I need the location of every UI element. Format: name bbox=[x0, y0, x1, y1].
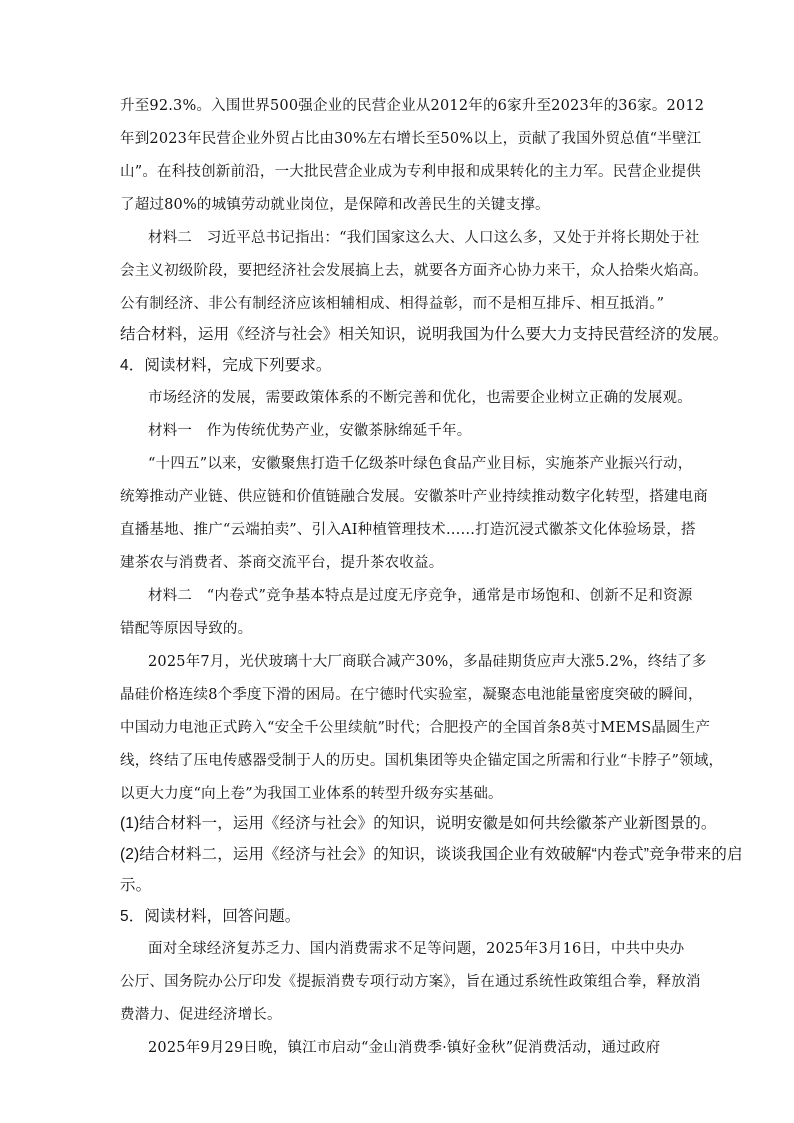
question-prompt: (2)结合材料二，运用《经济与社会》的知识，谈谈我国企业有效破解“内卷式”竞争带来的启 bbox=[120, 846, 743, 863]
text-line: 公有制经济、非公有制经济应该相辅相成、相得益彰，而不是相互排斥、相互抵消。” bbox=[120, 296, 665, 312]
text-line: 费潜力、促进经济增长。 bbox=[120, 1007, 282, 1023]
question-heading: 5．阅读材料，回答问题。 bbox=[120, 908, 301, 925]
text-line: 2025年7月，光伏玻璃十大厂商联合减产30%，多晶硅期货应声大涨5.2%，终结了多 bbox=[148, 654, 707, 670]
text-line: 材料二 习近平总书记指出：“我们国家这么大、人口这么多，又处于并将长期处于社 bbox=[148, 230, 700, 246]
text-line: 升至92.3%。入围世界500强企业的民营企业从2012年的6家升至2023年的36家。2012 bbox=[120, 98, 705, 114]
text-line: 统筹推动产业链、供应链和价值链融合发展。安徽茶叶产业持续推动数字化转型，搭建电商 bbox=[120, 489, 708, 505]
text-line: 错配等原因导致的。 bbox=[120, 621, 253, 637]
question-prompt: (1)结合材料一，运用《经济与社会》的知识，说明安徽是如何共绘徽茶产业新图景的。 bbox=[120, 815, 717, 832]
text-line: 市场经济的发展，需要政策体系的不断完善和优化，也需要企业树立正确的发展观。 bbox=[148, 390, 692, 406]
text-line: 山”。在科技创新前沿，一大批民营企业成为专利申报和成果转化的主力军。民营企业提供 bbox=[120, 164, 701, 180]
text-line: 材料二 “内卷式”竞争基本特点是过度无序竞争，通常是市场饱和、创新不足和资源 bbox=[148, 588, 693, 604]
text-line: 中国动力电池正式跨入“安全千公里续航”时代；合肥投产的全国首条8英寸MEMS晶圆生产 bbox=[120, 720, 711, 736]
text-line: 线，终结了压电传感器受制于人的历史。国机集团等央企锚定国之所需和行业“卡脖子”领域， bbox=[120, 753, 724, 769]
text-line: 公厅、国务院办公厅印发《提振消费专项行动方案》，旨在通过系统性政策组合拳，释放消 bbox=[120, 974, 701, 990]
text-line: 面对全球经济复苏乏力、国内消费需求不足等问题，2025年3月16日，中共中央办 bbox=[148, 941, 685, 957]
text-line: 会主义初级阶段，要把经济社会发展搞上去，就要各方面齐心协力来干，众人拾柴火焰高。 bbox=[120, 263, 708, 279]
text-line: 材料一 作为传统优势产业，安徽茶脉绵延千年。 bbox=[148, 423, 472, 439]
text-line: “十四五”以来，安徽聚焦打造千亿级茶叶绿色食品产业目标，实施茶产业振兴行动， bbox=[148, 456, 693, 472]
question-prompt: 示。 bbox=[120, 877, 152, 894]
text-line: 2025年9月29日晚，镇江市启动“金山消费季·镇好金秋”促消费活动，通过政府 bbox=[148, 1040, 661, 1056]
text-line: 建茶农与消费者、茶商交流平台，提升茶农收益。 bbox=[120, 555, 444, 571]
text-line: 年到2023年民营企业外贸占比由30%左右增长至50%以上，贡献了我国外贸总值“半壁江 bbox=[120, 131, 702, 147]
text-line: 直播基地、推广“云端拍卖”、引入AI种植管理技术……打造沉浸式徽茶文化体验场景，搭 bbox=[120, 522, 696, 538]
text-line: 晶硅价格连续8个季度下滑的困局。在宁德时代实验室，凝聚态电池能量密度突破的瞬间， bbox=[120, 687, 703, 703]
question-heading: 4．阅读材料，完成下列要求。 bbox=[120, 357, 332, 374]
text-line: 以更大力度“向上卷”为我国工业体系的转型升级夯实基础。 bbox=[120, 786, 503, 802]
question-prompt: 结合材料，运用《经济与社会》相关知识，说明我国为什么要大力支持民营经济的发展。 bbox=[120, 326, 729, 343]
text-line: 了超过80%的城镇劳动就业岗位，是保障和改善民生的关键支撑。 bbox=[120, 197, 550, 213]
